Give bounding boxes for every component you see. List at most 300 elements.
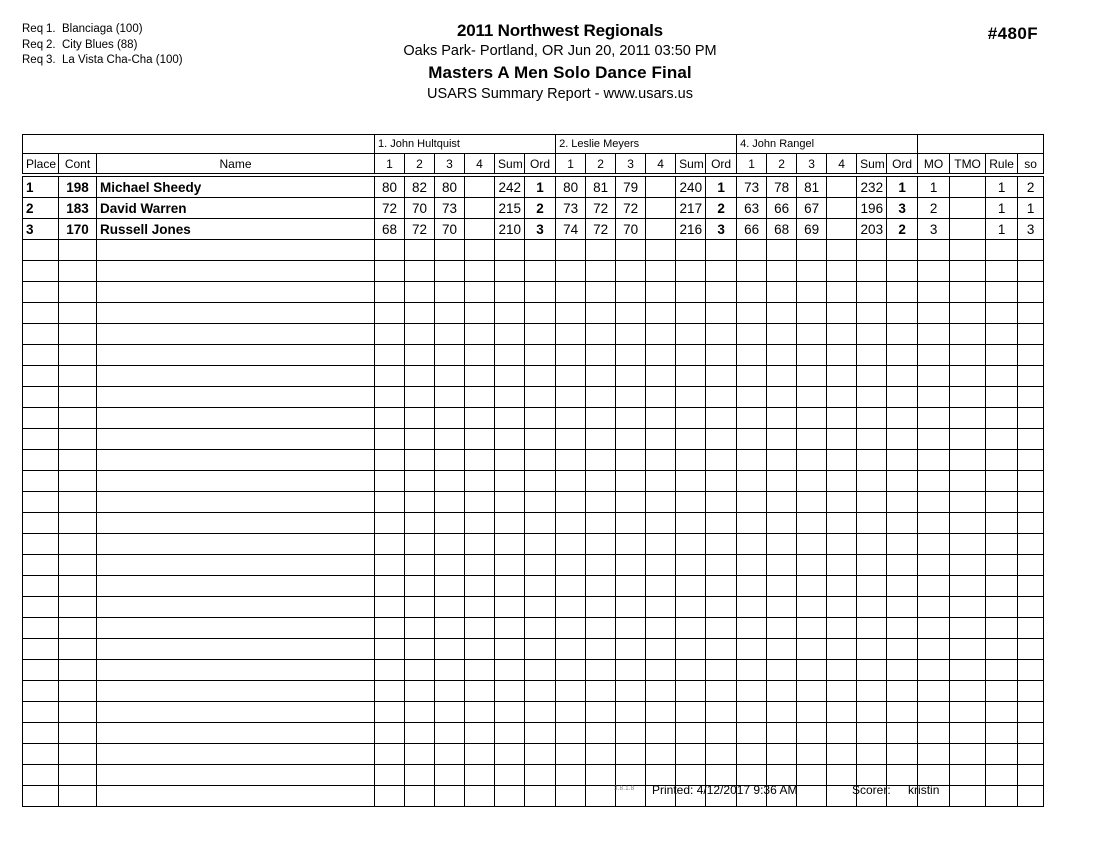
cell-empty (465, 429, 495, 450)
cell-empty (857, 366, 887, 387)
cell-empty (827, 576, 857, 597)
cell-empty (375, 576, 405, 597)
cell-empty (986, 282, 1018, 303)
table-row-empty[interactable] (23, 681, 1044, 702)
cell-empty (375, 723, 405, 744)
cell-empty (59, 723, 97, 744)
cell-empty (706, 660, 737, 681)
cell-empty (616, 597, 646, 618)
cell-empty (857, 429, 887, 450)
judge-2-name: 2. Leslie Meyers (556, 135, 737, 154)
cell-empty (525, 576, 556, 597)
cell-empty (857, 597, 887, 618)
header-j3-dance2: 2 (767, 154, 797, 174)
header-j1-ord: Ord (525, 154, 556, 174)
cell-empty (706, 597, 737, 618)
cell-empty (767, 681, 797, 702)
cell-j3-dance2: 66 (767, 198, 797, 219)
requirement-text: City Blues (88) (62, 38, 138, 51)
cell-empty (556, 702, 586, 723)
cell-j1-dance2: 72 (405, 219, 435, 240)
cell-empty (586, 282, 616, 303)
cell-j3-ord: 1 (887, 177, 918, 198)
cell-empty (950, 744, 986, 765)
table-row-empty[interactable] (23, 408, 1044, 429)
cell-empty (986, 261, 1018, 282)
cell-empty (97, 576, 375, 597)
table-row-empty[interactable] (23, 345, 1044, 366)
cell-empty (59, 324, 97, 345)
cell-empty (827, 618, 857, 639)
cell-empty (767, 408, 797, 429)
cell-empty (97, 744, 375, 765)
cell-empty (827, 240, 857, 261)
table-row-empty[interactable] (23, 555, 1044, 576)
table-row-empty[interactable] (23, 597, 1044, 618)
cell-empty (950, 597, 986, 618)
cell-empty (23, 513, 59, 534)
cell-empty (646, 303, 676, 324)
cell-empty (737, 513, 767, 534)
cell-empty (986, 723, 1018, 744)
table-row-empty[interactable] (23, 702, 1044, 723)
cell-empty (465, 618, 495, 639)
cell-empty (857, 471, 887, 492)
cell-so: 3 (1018, 219, 1044, 240)
cell-empty (676, 555, 706, 576)
cell-empty (375, 744, 405, 765)
table-row-empty[interactable] (23, 261, 1044, 282)
table-row-empty[interactable] (23, 324, 1044, 345)
cell-empty (706, 492, 737, 513)
cell-empty (706, 345, 737, 366)
cell-tmo (950, 177, 986, 198)
cell-empty (1018, 744, 1044, 765)
cell-empty (525, 303, 556, 324)
cell-empty (375, 450, 405, 471)
table-row-empty[interactable] (23, 723, 1044, 744)
cell-empty (986, 324, 1018, 345)
cell-empty (59, 597, 97, 618)
cell-empty (767, 639, 797, 660)
cell-empty (918, 744, 950, 765)
cell-j2-dance4 (646, 219, 676, 240)
cell-empty (797, 366, 827, 387)
table-row-empty[interactable] (23, 429, 1044, 450)
cell-j3-sum: 196 (857, 198, 887, 219)
cell-empty (827, 282, 857, 303)
cell-j1-ord: 3 (525, 219, 556, 240)
table-row-empty[interactable] (23, 366, 1044, 387)
cell-empty (767, 471, 797, 492)
cell-empty (918, 429, 950, 450)
cell-empty (97, 324, 375, 345)
cell-j1-dance1: 80 (375, 177, 405, 198)
cell-empty (375, 555, 405, 576)
cell-empty (646, 324, 676, 345)
cell-j3-dance1: 66 (737, 219, 767, 240)
cell-empty (918, 324, 950, 345)
cell-empty (918, 681, 950, 702)
cell-empty (23, 282, 59, 303)
cell-empty (495, 660, 525, 681)
cell-empty (737, 450, 767, 471)
cell-empty (887, 324, 918, 345)
header-j1-dance3: 3 (435, 154, 465, 174)
cell-empty (616, 681, 646, 702)
cell-empty (706, 408, 737, 429)
cell-empty (737, 408, 767, 429)
cell-j2-dance1: 74 (556, 219, 586, 240)
header-j1-dance1: 1 (375, 154, 405, 174)
cell-j1-sum: 242 (495, 177, 525, 198)
cell-empty (646, 639, 676, 660)
cell-empty (887, 555, 918, 576)
cell-empty (887, 261, 918, 282)
band-spacer (23, 135, 375, 154)
cell-empty (435, 555, 465, 576)
cell-empty (797, 282, 827, 303)
cell-empty (827, 534, 857, 555)
cell-empty (525, 492, 556, 513)
cell-empty (465, 408, 495, 429)
cell-j1-ord: 1 (525, 177, 556, 198)
cell-empty (857, 639, 887, 660)
cell-empty (986, 681, 1018, 702)
printed-value: 4/12/2017 9:36 AM (696, 783, 798, 797)
cell-empty (375, 324, 405, 345)
cell-empty (797, 492, 827, 513)
cell-empty (767, 366, 797, 387)
cell-empty (435, 303, 465, 324)
cell-empty (737, 345, 767, 366)
cell-j3-dance1: 63 (737, 198, 767, 219)
cell-empty (887, 387, 918, 408)
table-row-empty[interactable] (23, 534, 1044, 555)
header-rule: Rule (986, 154, 1018, 174)
table-row-empty[interactable] (23, 387, 1044, 408)
cell-empty (465, 555, 495, 576)
cell-empty (706, 576, 737, 597)
cell-empty (23, 576, 59, 597)
cell-empty (950, 450, 986, 471)
cell-j2-dance2: 72 (586, 219, 616, 240)
cell-empty (737, 471, 767, 492)
cell-empty (465, 387, 495, 408)
cell-empty (646, 240, 676, 261)
cell-empty (23, 534, 59, 555)
cell-empty (737, 702, 767, 723)
cell-empty (950, 282, 986, 303)
cell-empty (986, 576, 1018, 597)
table-row-empty[interactable] (23, 639, 1044, 660)
header-j2-ord: Ord (706, 154, 737, 174)
cell-empty (375, 282, 405, 303)
cell-empty (676, 366, 706, 387)
cell-empty (646, 681, 676, 702)
cell-empty (646, 450, 676, 471)
cell-empty (737, 366, 767, 387)
cell-empty (737, 597, 767, 618)
cell-empty (495, 366, 525, 387)
cell-empty (556, 387, 586, 408)
cell-empty (495, 513, 525, 534)
cell-empty (405, 597, 435, 618)
cell-empty (586, 303, 616, 324)
cell-empty (646, 555, 676, 576)
cell-empty (556, 660, 586, 681)
cell-empty (23, 681, 59, 702)
cell-empty (495, 303, 525, 324)
cell-empty (767, 429, 797, 450)
cell-empty (97, 702, 375, 723)
cell-empty (986, 429, 1018, 450)
cell-empty (737, 492, 767, 513)
cell-empty (616, 450, 646, 471)
table-row[interactable] (23, 177, 1044, 198)
cell-empty (646, 723, 676, 744)
cell-empty (706, 450, 737, 471)
requirement-row (22, 38, 183, 54)
cell-empty (405, 240, 435, 261)
cell-empty (23, 492, 59, 513)
cell-empty (1018, 702, 1044, 723)
cell-empty (616, 429, 646, 450)
cell-empty (676, 408, 706, 429)
cell-empty (986, 534, 1018, 555)
cell-j1-dance1: 72 (375, 198, 405, 219)
cell-empty (465, 597, 495, 618)
cell-empty (435, 450, 465, 471)
cell-empty (887, 681, 918, 702)
cell-empty (495, 408, 525, 429)
cell-empty (918, 555, 950, 576)
header-j1-dance4: 4 (465, 154, 495, 174)
cell-empty (797, 660, 827, 681)
table-row-empty[interactable] (23, 450, 1044, 471)
cell-empty (986, 471, 1018, 492)
cell-empty (950, 324, 986, 345)
scoresheet-table (22, 134, 1044, 807)
cell-empty (23, 240, 59, 261)
cell-empty (375, 471, 405, 492)
cell-empty (375, 513, 405, 534)
table-row-empty[interactable] (23, 282, 1044, 303)
cell-empty (646, 387, 676, 408)
cell-empty (950, 471, 986, 492)
cell-empty (797, 534, 827, 555)
table-row-empty[interactable] (23, 471, 1044, 492)
cell-empty (616, 513, 646, 534)
cell-j3-dance3: 81 (797, 177, 827, 198)
cell-empty (375, 261, 405, 282)
cell-empty (495, 576, 525, 597)
cell-empty (887, 408, 918, 429)
cell-empty (405, 576, 435, 597)
judge-band-row (23, 135, 1044, 154)
cell-empty (556, 744, 586, 765)
cell-empty (887, 660, 918, 681)
cell-empty (465, 324, 495, 345)
cell-empty (676, 429, 706, 450)
cell-empty (857, 702, 887, 723)
cell-empty (918, 261, 950, 282)
table-row-empty[interactable] (23, 744, 1044, 765)
cell-empty (97, 618, 375, 639)
cell-empty (918, 282, 950, 303)
cell-empty (97, 597, 375, 618)
cell-empty (525, 534, 556, 555)
table-row[interactable] (23, 219, 1044, 240)
cell-empty (706, 744, 737, 765)
cell-empty (375, 240, 405, 261)
cell-empty (887, 597, 918, 618)
cell-empty (737, 261, 767, 282)
cell-empty (435, 387, 465, 408)
cell-tmo (950, 219, 986, 240)
cell-empty (586, 387, 616, 408)
cell-cont: 170 (59, 219, 97, 240)
cell-empty (465, 681, 495, 702)
cell-empty (646, 429, 676, 450)
cell-empty (556, 492, 586, 513)
cell-empty (857, 513, 887, 534)
cell-empty (525, 597, 556, 618)
cell-empty (435, 429, 465, 450)
cell-empty (797, 387, 827, 408)
cell-empty (797, 471, 827, 492)
cell-empty (495, 345, 525, 366)
cell-empty (918, 534, 950, 555)
cell-empty (1018, 324, 1044, 345)
cell-empty (767, 534, 797, 555)
cell-empty (616, 534, 646, 555)
cell-empty (767, 492, 797, 513)
requirements-block (22, 22, 183, 69)
cell-cont: 183 (59, 198, 97, 219)
cell-empty (556, 555, 586, 576)
cell-j2-dance1: 80 (556, 177, 586, 198)
cell-empty (495, 534, 525, 555)
cell-empty (646, 471, 676, 492)
cell-empty (375, 387, 405, 408)
requirement-row (22, 53, 183, 69)
cell-empty (827, 408, 857, 429)
cell-empty (435, 513, 465, 534)
cell-empty (1018, 681, 1044, 702)
cell-empty (676, 660, 706, 681)
cell-so: 1 (1018, 198, 1044, 219)
cell-empty (676, 261, 706, 282)
cell-empty (1018, 261, 1044, 282)
cell-j2-dance4 (646, 177, 676, 198)
cell-empty (465, 492, 495, 513)
cell-empty (435, 576, 465, 597)
cell-empty (556, 408, 586, 429)
cell-empty (435, 366, 465, 387)
table-row-empty[interactable] (23, 576, 1044, 597)
cell-empty (525, 513, 556, 534)
cell-empty (586, 429, 616, 450)
cell-empty (767, 387, 797, 408)
cell-empty (1018, 639, 1044, 660)
cell-empty (23, 555, 59, 576)
table-row-empty[interactable] (23, 303, 1044, 324)
cell-empty (706, 303, 737, 324)
cell-empty (706, 702, 737, 723)
cell-empty (23, 429, 59, 450)
cell-empty (797, 345, 827, 366)
cell-empty (405, 639, 435, 660)
cell-empty (465, 660, 495, 681)
table-row-empty[interactable] (23, 618, 1044, 639)
cell-empty (495, 555, 525, 576)
cell-empty (827, 723, 857, 744)
table-row-empty[interactable] (23, 660, 1044, 681)
cell-j2-sum: 217 (676, 198, 706, 219)
table-row[interactable] (23, 198, 1044, 219)
cell-empty (23, 639, 59, 660)
cell-empty (435, 702, 465, 723)
requirement-number: 1. (46, 23, 56, 35)
cell-j2-dance1: 73 (556, 198, 586, 219)
cell-empty (857, 618, 887, 639)
cell-empty (737, 387, 767, 408)
cell-empty (918, 513, 950, 534)
cell-empty (375, 681, 405, 702)
cell-empty (525, 345, 556, 366)
cell-empty (59, 513, 97, 534)
table-row-empty[interactable] (23, 513, 1044, 534)
cell-empty (737, 660, 767, 681)
cell-empty (405, 366, 435, 387)
cell-empty (986, 366, 1018, 387)
cell-empty (887, 639, 918, 660)
cell-empty (97, 450, 375, 471)
cell-rule: 1 (986, 219, 1018, 240)
header-cont: Cont (59, 154, 97, 174)
cell-j3-dance4 (827, 198, 857, 219)
cell-empty (97, 639, 375, 660)
cell-empty (827, 261, 857, 282)
cell-empty (97, 345, 375, 366)
cell-empty (827, 303, 857, 324)
cell-empty (676, 282, 706, 303)
cell-empty (797, 723, 827, 744)
table-row-empty[interactable] (23, 492, 1044, 513)
header-place: Place (23, 154, 59, 174)
cell-empty (405, 660, 435, 681)
header-j3-dance4: 4 (827, 154, 857, 174)
cell-empty (706, 387, 737, 408)
cell-empty (797, 261, 827, 282)
cell-empty (706, 555, 737, 576)
cell-empty (827, 681, 857, 702)
cell-empty (97, 513, 375, 534)
table-row-empty[interactable] (23, 240, 1044, 261)
cell-empty (706, 681, 737, 702)
cell-empty (676, 513, 706, 534)
cell-empty (405, 387, 435, 408)
cell-empty (405, 513, 435, 534)
header-j1-sum: Sum (495, 154, 525, 174)
cell-empty (986, 702, 1018, 723)
cell-empty (495, 744, 525, 765)
cell-empty (986, 744, 1018, 765)
cell-empty (950, 429, 986, 450)
cell-empty (887, 618, 918, 639)
cell-empty (59, 639, 97, 660)
